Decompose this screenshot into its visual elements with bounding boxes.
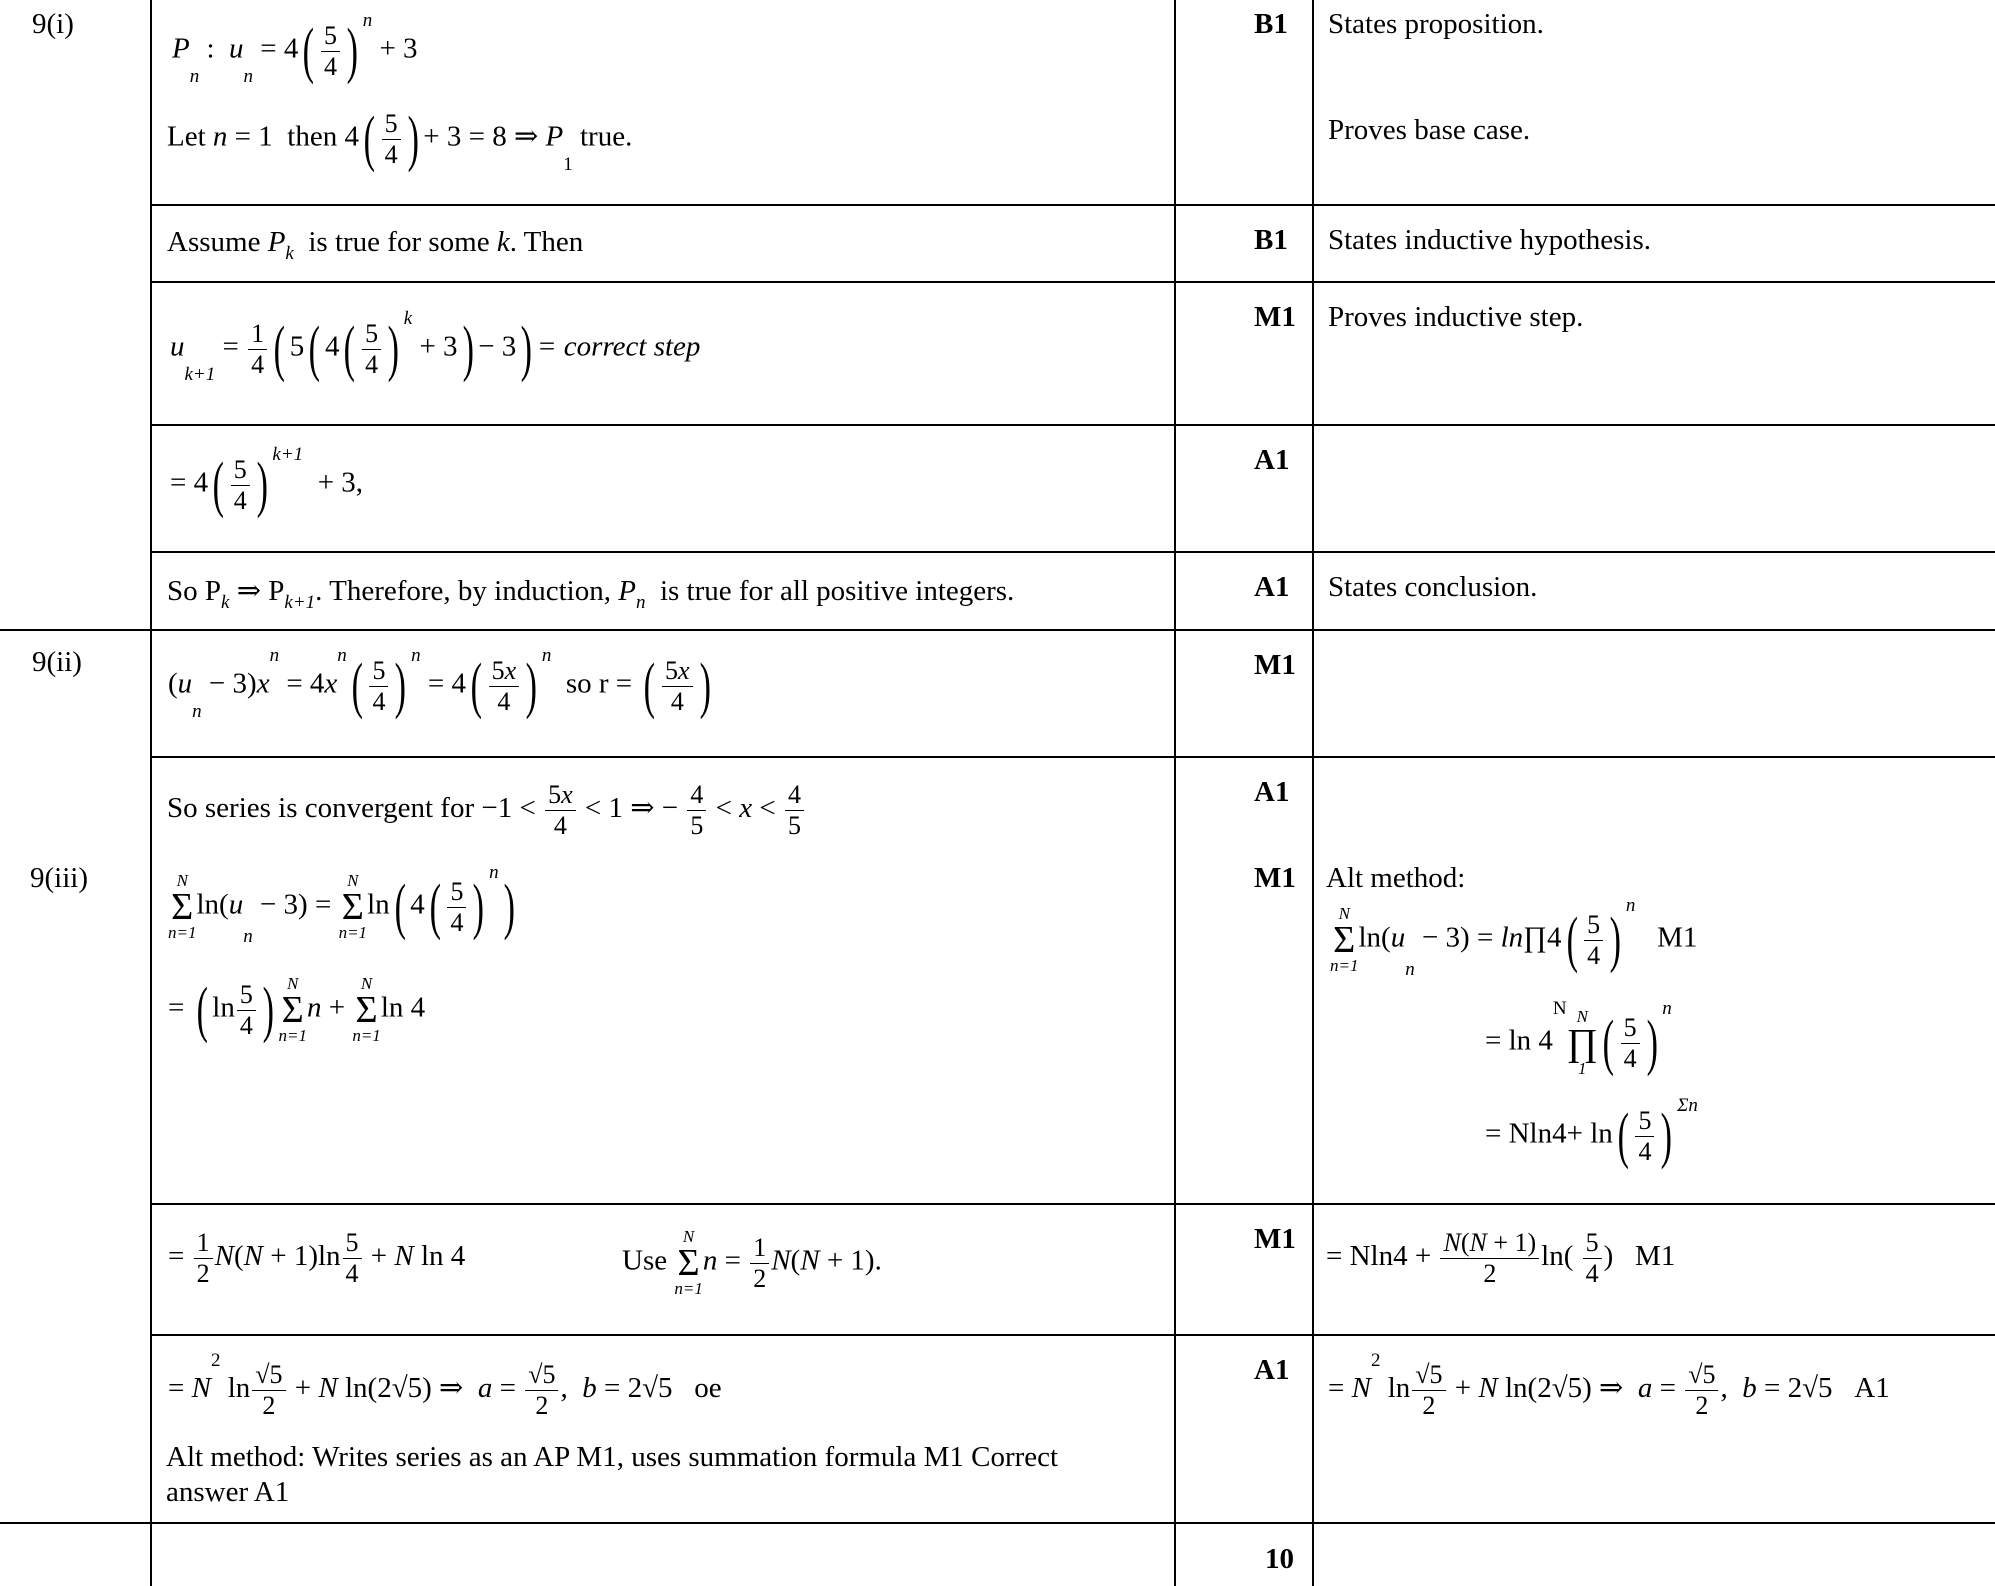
conclusion: So $P_k$ ⇒ $P_{k+1}$. Therefore, by induction, $P_n$ is true for all positive integers.	[167, 575, 1015, 613]
question-number-9iii: 9(iii)	[30, 862, 88, 894]
sum-log-expression: N Σ n=1 $\ln(u_n - 3)$ = N Σ n=1 ln( 4( $\frac{5}{4}$ )$^n$)	[168, 862, 515, 947]
sum-formula-result: = $\frac{1}{2}$ N(N + 1)ln $\frac{5}{4}$ + N ln 4	[168, 1228, 466, 1288]
inductive-step: $u_{k+1}$ = $\frac{1}{4}$ ( 5( 4( $\frac{5}{4}$ ) $^k$ + 3) − 3) = correct step	[170, 308, 701, 385]
sum-split: = ( ln $\frac{5}{4}$ ) N Σ n=1 n + N Σ n=1 ln 4	[168, 974, 426, 1045]
question-number-9ii: 9(ii)	[32, 646, 82, 678]
base-case: Let n = 1 then 4( $\frac{5}{4}$ ) + 3 = 8 ⇒ $P_1$ true.	[167, 105, 633, 175]
mark-a1-conclusion: A1	[1254, 571, 1290, 603]
mark-b1-hypothesis: B1	[1254, 224, 1288, 256]
alt-ln4n: = $\ln 4^N$ N ∏ 1 ( $\frac{5}{4}$ )$^n$	[1485, 998, 1672, 1078]
mark-a1-result: A1	[1254, 444, 1290, 476]
question-number-9i: 9(i)	[32, 8, 74, 40]
alt-method-note-line2: answer A1	[166, 1476, 290, 1508]
alt-nln4: = Nln4+ ln( $\frac{5}{4}$ ) $^{\Sigma n}$	[1485, 1095, 1698, 1170]
final-answer: = $N^2$ ln $\frac{√5}{2}$ + N ln(2√5) ⇒ a = $\frac{√5}{2}$ , b = 2√5 oe	[168, 1350, 722, 1420]
mark-total: 10	[1265, 1543, 1294, 1575]
ratio-derivation: $(u_n - 3)x^n = 4x^n$( $\frac{5}{4}$ ) $^n$ = 4( $\frac{5x}{4}$ ) $^n$ so r = ( $\frac{5x}{4}$ )	[168, 645, 711, 722]
guidance-alt-method: Alt method:	[1326, 862, 1466, 894]
alt-final-answer: = $N^2$ ln $\frac{√5}{2}$ + N ln(2√5) ⇒ a = $\frac{√5}{2}$ , b = 2√5 A1	[1328, 1350, 1890, 1420]
mark-m1-sum: M1	[1254, 862, 1296, 894]
alt-method-note-line1: Alt method: Writes series as an AP M1, uses summation formula M1 Correct	[166, 1441, 1059, 1473]
mark-m1-inductive: M1	[1254, 301, 1296, 333]
alt-sum-formula: = Nln4 + $\frac{N(N + 1)}{2}$ ln( $\frac{5}{4}$ ) M1	[1326, 1228, 1676, 1288]
sum-formula-hint: Use N Σ n=1 n = $\frac{1}{2}$ N(N + 1).	[622, 1227, 882, 1298]
guidance-conclusion: States conclusion.	[1328, 571, 1538, 603]
mark-a1-convergence: A1	[1254, 776, 1290, 808]
convergence-condition: So series is convergent for −1 < $\frac{5x}{4}$ < 1 ⇒ − $\frac{4}{5}$ < x < $\frac{4}{5}$	[167, 780, 806, 841]
inductive-hypothesis: Assume $P_k$ is true for some k. Then	[167, 226, 584, 264]
mark-a1-final: A1	[1254, 1354, 1290, 1386]
alt-product: N Σ n=1 $\ln(u_n - 3)$ = ln∏4( $\frac{5}{4}$ )$^n$ M1	[1330, 895, 1698, 980]
guidance-hypothesis: States inductive hypothesis.	[1328, 224, 1651, 256]
mark-b1-proposition: B1	[1254, 8, 1288, 40]
proposition-formula: $P_n$ : $u_n = 4$( $\frac{5}{4}$ ) $^n$ + 3	[172, 10, 418, 87]
guidance-proposition: States proposition.	[1328, 8, 1544, 40]
mark-m1-ratio: M1	[1254, 649, 1296, 681]
mark-m1-sum-formula: M1	[1254, 1223, 1296, 1255]
inductive-result: = 4( $\frac{5}{4}$ ) $^{k+1}$ + 3,	[170, 444, 364, 519]
guidance-inductive-step: Proves inductive step.	[1328, 301, 1584, 333]
guidance-base-case: Proves base case.	[1328, 114, 1531, 146]
